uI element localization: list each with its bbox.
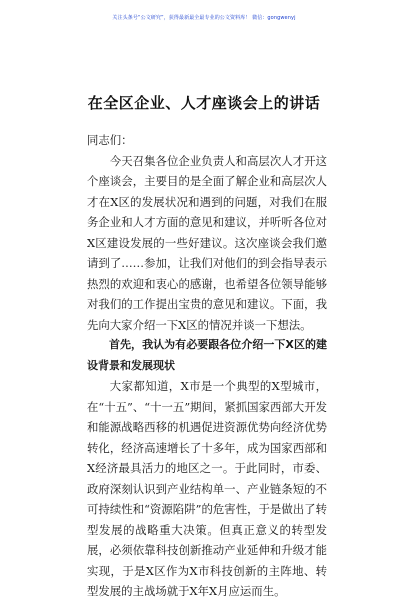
header-promo-note: 关注头条号“公文研究”，获得最新最全最专业的公文资料库！ 微信：gongwenyj bbox=[112, 15, 296, 21]
paragraph-background: 大家都知道，X市是一个典型的X型城市，在“十五”、“十一五”期间，紧抓国家西部大开发和能源战略西移的机遇促进资源优势向经济优势转化，经济高速增长了十多年，成为国家西部和X经济最具活力的地区之一。于此同时，市委、政府深刻认识到产业结构单一、产业链条短的不可持续性和“资源陷阱”的危害性，于是做出了转型发展的战略重大决策。但真正意义的转型发展，必须依靠科技创新推动产业延伸和升级才能实现，于是X区作为X市科技创新的主阵地、转型发展的主战场就于X年X月应运而生。 bbox=[87, 379, 327, 598]
paragraph-section-heading: 首先，我认为有必要跟各位介绍一下X区的建设背景和发展现状 bbox=[87, 338, 327, 372]
document-body bbox=[87, 130, 327, 602]
document-title: 在全区企业、人才座谈会上的讲话 bbox=[87, 94, 321, 112]
salutation: 同志们： bbox=[87, 133, 133, 147]
paragraph-intro: 今天召集各位企业负责人和高层次人才开这个座谈会，主要目的是全面了解企业和高层次人才在X区的发展状况和遇到的问题，对我们在服务企业和人才方面的意见和建议，并听听各位对X区建设发展的一些好建议。这次座谈会我们邀请到了……参加，让我们对他们的到会指导表示热烈的欢迎和衷心的感谢，也希望各位领导能够对我们的工作提出宝贵的意见和建议。下面，我先向大家介绍一下X区的情况并谈一下想法。 bbox=[87, 153, 327, 332]
